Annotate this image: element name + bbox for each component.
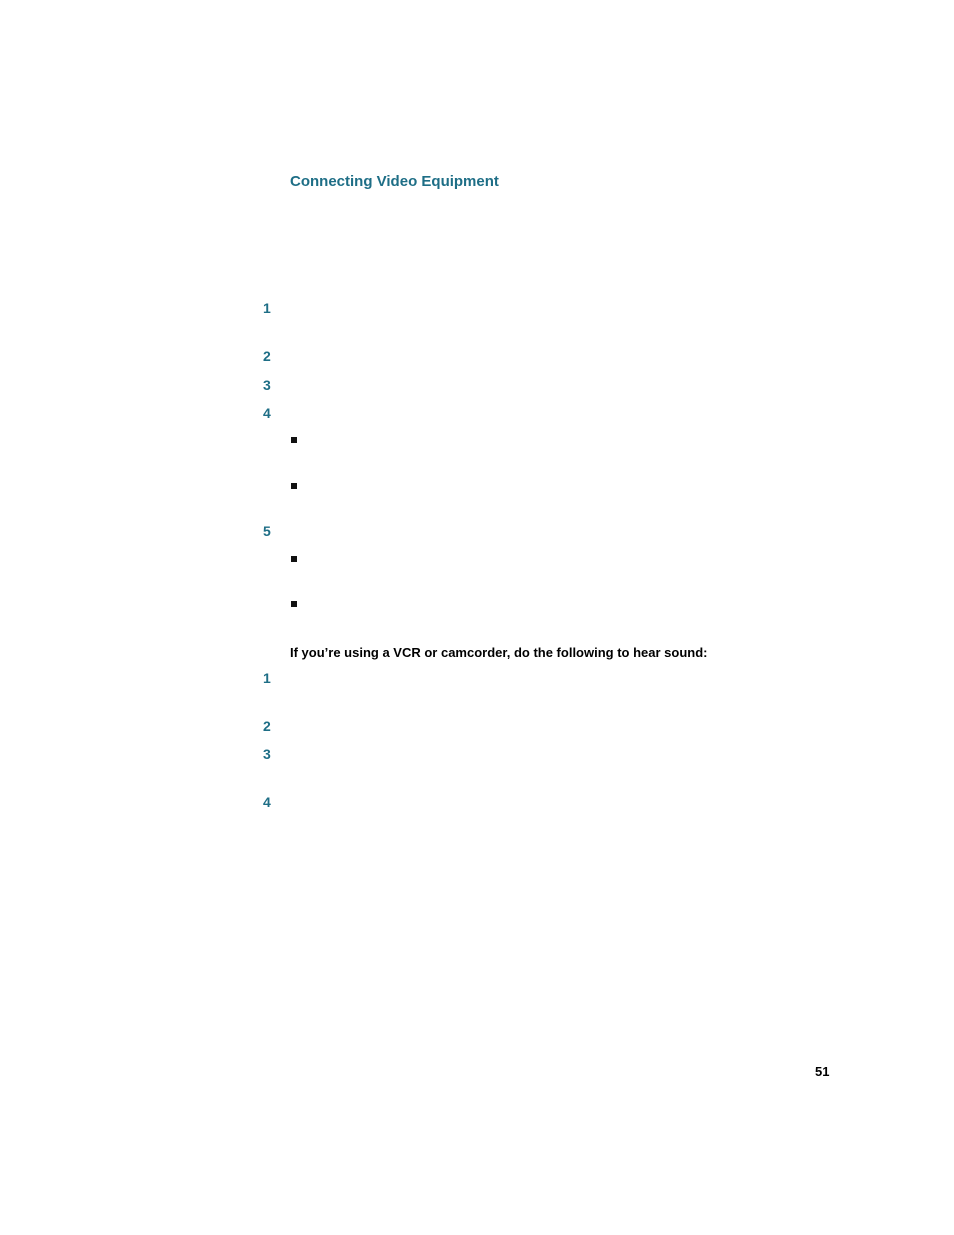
bullet-marker [291, 601, 297, 607]
step-number: 4 [263, 794, 271, 810]
section-title: Connecting Video Equipment [290, 173, 499, 190]
subheading: If you’re using a VCR or camcorder, do the following to hear sound: [290, 645, 708, 660]
bullet-marker [291, 556, 297, 562]
step-number: 2 [263, 348, 271, 364]
step-number: 1 [263, 670, 271, 686]
step-number: 2 [263, 718, 271, 734]
step-number: 3 [263, 377, 271, 393]
bullet-marker [291, 437, 297, 443]
bullet-marker [291, 483, 297, 489]
step-number: 3 [263, 746, 271, 762]
step-number: 4 [263, 405, 271, 421]
step-number: 5 [263, 523, 271, 539]
page-number: 51 [815, 1064, 830, 1079]
step-number: 1 [263, 300, 271, 316]
